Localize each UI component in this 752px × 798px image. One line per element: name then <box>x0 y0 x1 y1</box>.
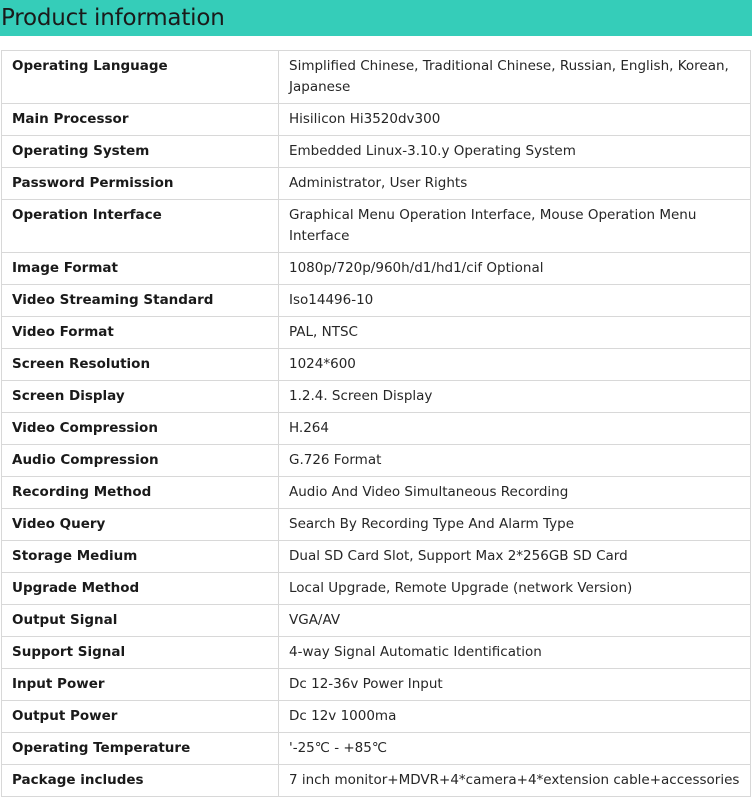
spec-label: Video Compression <box>2 413 279 445</box>
table-row <box>2 669 751 701</box>
spec-label: Operating Language <box>2 51 279 104</box>
spec-table <box>1 50 751 797</box>
spec-label: Screen Display <box>2 381 279 413</box>
table-row <box>2 477 751 509</box>
table-row <box>2 509 751 541</box>
section-header <box>0 0 752 36</box>
table-row <box>2 701 751 733</box>
table-row <box>2 765 751 797</box>
spec-value: Administrator, User Rights <box>279 168 751 200</box>
spec-label: Operating System <box>2 136 279 168</box>
spec-label: Output Signal <box>2 605 279 637</box>
spec-value: Dc 12v 1000ma <box>279 701 751 733</box>
spec-value: Audio And Video Simultaneous Recording <box>279 477 751 509</box>
spec-label: Video Streaming Standard <box>2 285 279 317</box>
table-row <box>2 317 751 349</box>
spec-label: Recording Method <box>2 477 279 509</box>
spec-value: Hisilicon Hi3520dv300 <box>279 104 751 136</box>
spec-value: Simplified Chinese, Traditional Chinese, Russian, English, Korean, Japanese <box>279 51 751 104</box>
table-row <box>2 349 751 381</box>
spec-label: Image Format <box>2 253 279 285</box>
table-row <box>2 605 751 637</box>
table-row <box>2 733 751 765</box>
table-row <box>2 285 751 317</box>
spec-label: Audio Compression <box>2 445 279 477</box>
spec-label: Storage Medium <box>2 541 279 573</box>
spec-label: Operation Interface <box>2 200 279 253</box>
spec-value: 1080p/720p/960h/d1/hd1/cif Optional <box>279 253 751 285</box>
spec-value: Graphical Menu Operation Interface, Mouse Operation Menu Interface <box>279 200 751 253</box>
spec-value: VGA/AV <box>279 605 751 637</box>
table-row <box>2 200 751 253</box>
spec-label: Support Signal <box>2 637 279 669</box>
table-row <box>2 541 751 573</box>
spec-value: Search By Recording Type And Alarm Type <box>279 509 751 541</box>
spec-value: PAL, NTSC <box>279 317 751 349</box>
spec-label: Screen Resolution <box>2 349 279 381</box>
spec-label: Input Power <box>2 669 279 701</box>
spec-value: Iso14496-10 <box>279 285 751 317</box>
spec-label: Operating Temperature <box>2 733 279 765</box>
table-row <box>2 637 751 669</box>
spec-value: 4-way Signal Automatic Identification <box>279 637 751 669</box>
spec-value: 1024*600 <box>279 349 751 381</box>
table-row <box>2 51 751 104</box>
spec-label: Main Processor <box>2 104 279 136</box>
spec-value: 7 inch monitor+MDVR+4*camera+4*extension cable+accessories <box>279 765 751 797</box>
page-title: Product information <box>1 5 225 31</box>
table-row <box>2 445 751 477</box>
spec-value: 1.2.4. Screen Display <box>279 381 751 413</box>
spec-value: '-25℃ - +85℃ <box>279 733 751 765</box>
spec-value: G.726 Format <box>279 445 751 477</box>
spec-label: Video Format <box>2 317 279 349</box>
spec-value: Dual SD Card Slot, Support Max 2*256GB SD Card <box>279 541 751 573</box>
spec-label: Upgrade Method <box>2 573 279 605</box>
spec-value: H.264 <box>279 413 751 445</box>
table-row <box>2 253 751 285</box>
table-row <box>2 381 751 413</box>
table-row <box>2 413 751 445</box>
table-row <box>2 573 751 605</box>
spec-label: Video Query <box>2 509 279 541</box>
spec-value: Local Upgrade, Remote Upgrade (network Version) <box>279 573 751 605</box>
spec-value: Embedded Linux-3.10.y Operating System <box>279 136 751 168</box>
table-row <box>2 104 751 136</box>
table-row <box>2 136 751 168</box>
spec-label: Package includes <box>2 765 279 797</box>
table-row <box>2 168 751 200</box>
spec-label: Password Permission <box>2 168 279 200</box>
spec-value: Dc 12-36v Power Input <box>279 669 751 701</box>
spacer <box>0 36 752 50</box>
spec-label: Output Power <box>2 701 279 733</box>
